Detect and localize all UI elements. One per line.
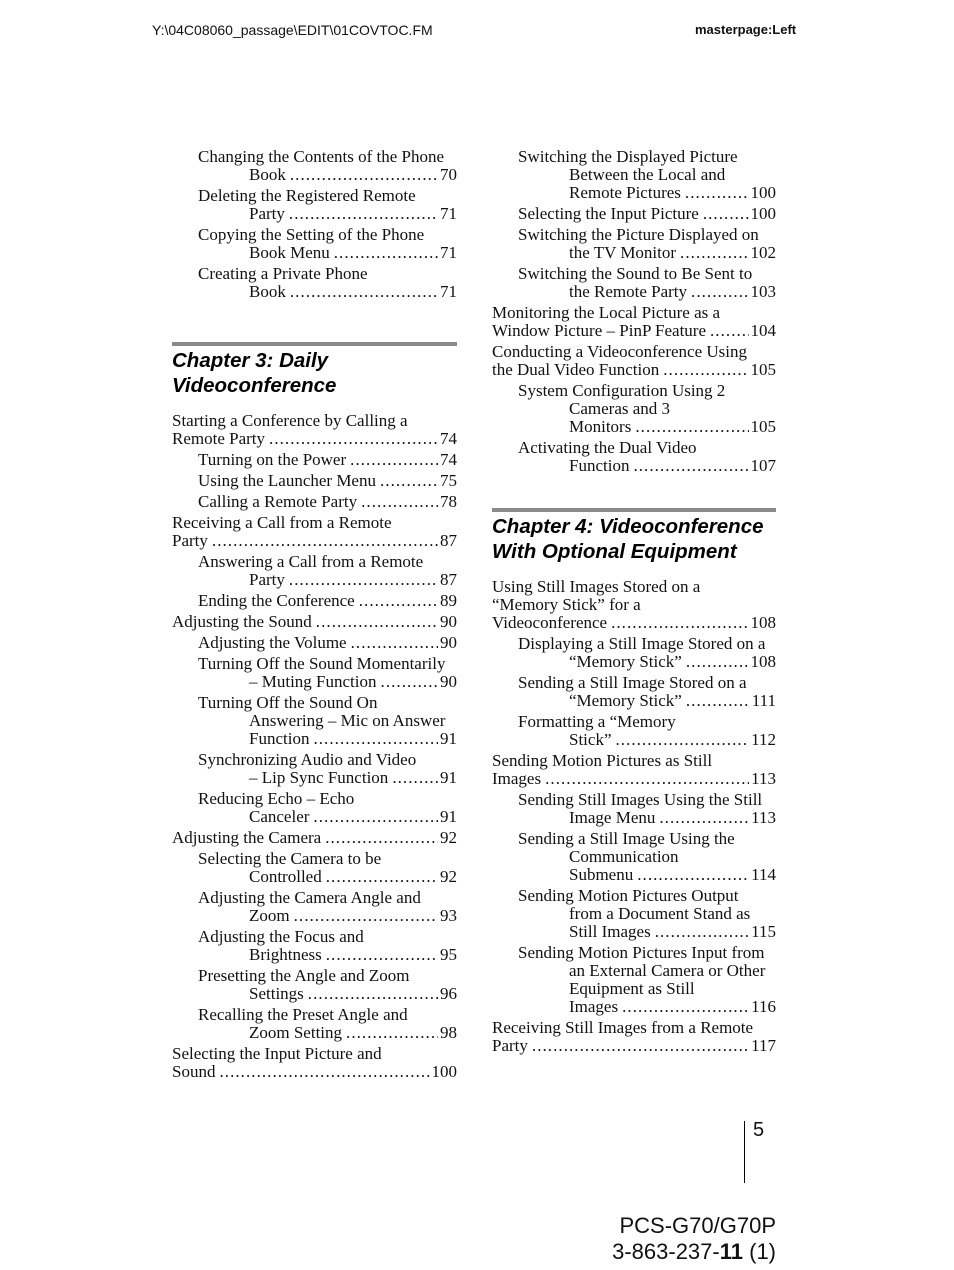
chapter-4-title-line1: Chapter 4: Videoconference	[492, 515, 764, 538]
toc-entry[interactable]	[172, 412, 457, 448]
toc-entry[interactable]	[172, 514, 457, 550]
toc-page-number: 117	[751, 1036, 776, 1055]
toc-entry-title-line: System Configuration Using 2	[518, 381, 726, 400]
toc-entry-title: Party	[249, 570, 285, 589]
dot-leader	[289, 205, 438, 223]
dot-leader	[616, 731, 750, 749]
toc-entry[interactable]	[518, 830, 776, 884]
toc-page-number: 104	[750, 321, 776, 340]
toc-entry-title-line: Reducing Echo – Echo	[198, 789, 355, 808]
toc-entry-title: Image Menu	[569, 808, 656, 827]
toc-entry-title: the TV Monitor	[569, 243, 677, 262]
toc-entry-title: Submenu	[569, 865, 634, 884]
toc-entry-title: Stick”	[569, 730, 612, 749]
toc-entry-title-line: Sending Still Images Using the Still	[518, 790, 763, 809]
toc-entry-title-line: Switching the Picture Displayed on	[518, 225, 759, 244]
toc-entry-title: – Muting Function	[249, 672, 377, 691]
dot-leader	[691, 283, 748, 301]
toc-entry-leader-line	[569, 457, 776, 475]
toc-entry-leader-line	[569, 998, 776, 1016]
toc-entry-title-line: Receiving Still Images from a Remote	[492, 1018, 754, 1037]
toc-entry[interactable]	[492, 1019, 776, 1055]
model-block	[612, 1213, 776, 1265]
toc-entry-title: “Memory Stick”	[569, 691, 682, 710]
toc-entry-title-line: Cameras and 3	[569, 399, 671, 418]
toc-entry[interactable]	[198, 967, 457, 1003]
toc-page-number: 70	[440, 165, 457, 184]
toc-entry-title: Party	[172, 531, 208, 550]
chapter-3-heading	[172, 342, 457, 398]
toc-entry-leader-line	[569, 244, 776, 262]
toc-entry[interactable]	[518, 226, 776, 262]
toc-page-number: 116	[751, 997, 776, 1016]
toc-entry[interactable]	[198, 655, 457, 691]
toc-page-number: 71	[440, 204, 457, 223]
toc-entry-title: Ending the Conference	[198, 591, 355, 610]
toc-entry[interactable]	[198, 751, 457, 787]
toc-left-top-entries	[172, 148, 457, 301]
dot-leader	[611, 614, 748, 632]
toc-entry-leader-line	[569, 418, 776, 436]
toc-entry-title: Turning on the Power	[198, 450, 347, 469]
toc-entry-title-line: Recalling the Preset Angle and	[198, 1005, 408, 1024]
toc-entry[interactable]	[198, 850, 457, 886]
toc-entry-leader-line	[518, 205, 776, 223]
document-code-suffix: (1)	[743, 1239, 776, 1264]
file-path-header: Y:\04C08060_passage\EDIT\01COVTOC.FM	[152, 22, 433, 38]
chapter-3-entries	[172, 412, 457, 1081]
dot-leader	[622, 998, 749, 1016]
toc-entry-title: Selecting the Input Picture	[518, 204, 699, 223]
dot-leader	[290, 283, 438, 301]
dot-leader	[392, 769, 438, 787]
toc-entry[interactable]	[172, 613, 457, 631]
toc-entry-leader-line	[492, 361, 776, 379]
toc-entry-leader-line	[492, 770, 776, 788]
toc-page-number: 102	[750, 243, 776, 262]
toc-entry-leader-line	[249, 730, 457, 748]
toc-entry[interactable]	[198, 187, 457, 223]
toc-entry-title-line: Deleting the Registered Remote	[198, 186, 416, 205]
toc-entry-leader-line	[569, 923, 776, 941]
toc-entry-title-line: Using Still Images Stored on a	[492, 577, 701, 596]
page-number-rule	[744, 1121, 745, 1183]
toc-entry[interactable]	[518, 205, 776, 223]
toc-entry-leader-line	[492, 1037, 776, 1055]
toc-entry-title-line: Communication	[569, 847, 679, 866]
toc-page-number: 98	[440, 1023, 457, 1042]
chapter-3-title-line2: Videoconference	[172, 374, 337, 397]
toc-entry[interactable]	[198, 790, 457, 826]
toc-page-number: 90	[440, 672, 457, 691]
dot-leader	[334, 244, 438, 262]
toc-entry-title-line: Selecting the Input Picture and	[172, 1044, 382, 1063]
document-code-bold: 11	[719, 1239, 743, 1264]
toc-page-number: 105	[750, 360, 776, 379]
document-code-prefix: 3-863-237-	[612, 1239, 720, 1264]
toc-page-number: 91	[440, 807, 457, 826]
toc-entry-leader-line	[249, 673, 457, 691]
toc-entry[interactable]	[518, 635, 776, 671]
dot-leader	[633, 457, 748, 475]
toc-entry-title: “Memory Stick”	[569, 652, 682, 671]
toc-entry-title: Adjusting the Volume	[198, 633, 347, 652]
toc-entry-title: Adjusting the Camera	[172, 828, 322, 847]
dot-leader	[655, 923, 749, 941]
toc-page-number: 115	[751, 922, 776, 941]
toc-entry-title-line: Answering – Mic on Answer	[249, 711, 446, 730]
toc-entry[interactable]	[198, 694, 457, 748]
toc-entry-leader-line	[249, 166, 457, 184]
dot-leader	[380, 472, 438, 490]
chapter-3-title-line1: Chapter 3: Daily	[172, 349, 329, 372]
toc-page-number: 89	[440, 591, 457, 610]
toc-entry-title: Remote Pictures	[569, 183, 681, 202]
toc-entry[interactable]	[492, 752, 776, 788]
dot-leader	[680, 244, 748, 262]
toc-entry-title: Images	[569, 997, 619, 1016]
toc-entry-leader-line	[492, 614, 776, 632]
toc-page-number: 92	[440, 828, 457, 847]
toc-entry-title: the Dual Video Function	[492, 360, 660, 379]
toc-entry-leader-line	[569, 283, 776, 301]
toc-entry-leader-line	[249, 283, 457, 301]
toc-entry[interactable]	[492, 343, 776, 379]
toc-entry-title: Adjusting the Sound	[172, 612, 312, 631]
toc-entry[interactable]	[198, 553, 457, 589]
toc-entry-title-line: an External Camera or Other	[569, 961, 766, 980]
dot-leader	[308, 985, 438, 1003]
dot-leader	[637, 866, 749, 884]
toc-entry[interactable]	[518, 887, 776, 941]
toc-page-number: 91	[440, 729, 457, 748]
toc-entry-leader-line	[249, 205, 457, 223]
toc-page-number: 111	[751, 691, 776, 710]
dot-leader	[325, 829, 438, 847]
toc-entry-leader-line	[172, 532, 457, 550]
toc-entry-title: Zoom Setting	[249, 1023, 343, 1042]
dot-leader	[381, 673, 438, 691]
toc-entry-title-line: Answering a Call from a Remote	[198, 552, 424, 571]
toc-page-number: 90	[440, 633, 457, 652]
chapter-4-entries	[492, 578, 776, 1055]
toc-page-number: 91	[440, 768, 457, 787]
toc-entry-leader-line	[569, 731, 776, 749]
toc-entry-leader-line	[569, 866, 776, 884]
toc-entry[interactable]	[198, 472, 457, 490]
toc-entry-title-line: Conducting a Videoconference Using	[492, 342, 748, 361]
toc-entry-leader-line	[569, 809, 776, 827]
dot-leader	[326, 868, 438, 886]
toc-entry-leader-line	[249, 571, 457, 589]
dot-leader	[635, 418, 748, 436]
toc-entry-title: – Lip Sync Function	[249, 768, 389, 787]
toc-entry[interactable]	[198, 226, 457, 262]
toc-entry-title: Party	[492, 1036, 528, 1055]
toc-entry-title: Book	[249, 282, 286, 301]
toc-entry-leader-line	[249, 244, 457, 262]
toc-entry[interactable]	[518, 674, 776, 710]
toc-entry-title: Sound	[172, 1062, 216, 1081]
toc-entry[interactable]	[198, 928, 457, 964]
toc-entry-title: Remote Party	[172, 429, 266, 448]
toc-entry[interactable]	[518, 382, 776, 436]
toc-entry[interactable]	[518, 265, 776, 301]
toc-entry[interactable]	[172, 1045, 457, 1081]
toc-entry-title-line: Activating the Dual Video	[518, 438, 697, 457]
toc-right-column	[492, 148, 776, 1058]
toc-page-number: 105	[750, 417, 776, 436]
toc-entry-title: Calling a Remote Party	[198, 492, 358, 511]
dot-leader	[361, 493, 438, 511]
toc-entry-title: Party	[249, 204, 285, 223]
toc-right-top-entries	[492, 148, 776, 475]
toc-page-number: 108	[750, 652, 776, 671]
dot-leader	[359, 592, 438, 610]
toc-entry-title: Monitors	[569, 417, 632, 436]
dot-leader	[346, 1024, 438, 1042]
toc-page-number: 75	[440, 471, 457, 490]
toc-entry-title-line: Selecting the Camera to be	[198, 849, 382, 868]
toc-entry-title: Zoom	[249, 906, 290, 925]
dot-leader	[294, 907, 438, 925]
toc-entry-title: the Remote Party	[569, 282, 688, 301]
toc-page-number: 103	[750, 282, 776, 301]
toc-entry-title-line: Monitoring the Local Picture as a	[492, 303, 721, 322]
dot-leader	[710, 322, 749, 340]
toc-page-number: 93	[440, 906, 457, 925]
toc-page-number: 100	[750, 183, 776, 202]
toc-entry[interactable]	[492, 578, 776, 632]
toc-entry[interactable]	[518, 439, 776, 475]
toc-entry-leader-line	[172, 829, 457, 847]
toc-entry[interactable]	[198, 1006, 457, 1042]
toc-entry-title-line: Sending a Still Image Using the	[518, 829, 735, 848]
dot-leader	[686, 653, 749, 671]
chapter-4-heading	[492, 508, 776, 564]
dot-leader	[212, 532, 438, 550]
page-number: 5	[753, 1119, 765, 1141]
toc-entry[interactable]	[198, 889, 457, 925]
dot-leader	[663, 361, 748, 379]
toc-entry-title: Window Picture – PinP Feature	[492, 321, 706, 340]
toc-left-column	[172, 148, 457, 1084]
toc-entry-title-line: Turning Off the Sound On	[198, 693, 378, 712]
toc-page-number: 74	[440, 429, 457, 448]
toc-entry-title-line: Switching the Displayed Picture	[518, 147, 738, 166]
toc-page-number: 95	[440, 945, 457, 964]
toc-entry-title: Function	[569, 456, 630, 475]
dot-leader	[545, 770, 749, 788]
toc-page-number: 90	[440, 612, 457, 631]
toc-entry[interactable]	[518, 713, 776, 749]
dot-leader	[289, 571, 438, 589]
toc-entry-title: Book	[249, 165, 286, 184]
toc-entry-title-line: “Memory Stick” for a	[492, 595, 641, 614]
toc-entry-title-line: Equipment as Still	[569, 979, 695, 998]
toc-entry-leader-line	[249, 907, 457, 925]
toc-entry[interactable]	[492, 304, 776, 340]
toc-page-number: 108	[750, 613, 776, 632]
toc-entry-leader-line	[249, 868, 457, 886]
toc-entry-title: Images	[492, 769, 542, 788]
dot-leader	[703, 205, 749, 223]
toc-entry-leader-line	[569, 653, 776, 671]
toc-entry-title-line: Receiving a Call from a Remote	[172, 513, 392, 532]
toc-entry-leader-line	[249, 1024, 457, 1042]
toc-entry[interactable]	[198, 265, 457, 301]
toc-entry-title-line: Adjusting the Focus and	[198, 927, 364, 946]
toc-entry-leader-line	[198, 592, 457, 610]
dot-leader	[532, 1037, 749, 1055]
toc-entry-title-line: Formatting a “Memory	[518, 712, 676, 731]
toc-entry[interactable]	[518, 791, 776, 827]
dot-leader	[350, 451, 438, 469]
toc-entry-leader-line	[249, 769, 457, 787]
toc-page-number: 112	[751, 730, 776, 749]
dot-leader	[686, 692, 750, 710]
toc-entry-title: Settings	[249, 984, 304, 1003]
toc-entry-title: Using the Launcher Menu	[198, 471, 376, 490]
toc-entry-leader-line	[198, 493, 457, 511]
toc-page-number: 114	[751, 865, 776, 884]
toc-entry-leader-line	[249, 985, 457, 1003]
toc-entry-title-line: Starting a Conference by Calling a	[172, 411, 408, 430]
toc-entry-leader-line	[198, 634, 457, 652]
toc-entry-title-line: Creating a Private Phone	[198, 264, 368, 283]
dot-leader	[685, 184, 749, 202]
toc-entry-title: Canceler	[249, 807, 310, 826]
chapter-4-title-line2: With Optional Equipment	[492, 540, 737, 563]
toc-page-number: 92	[440, 867, 457, 886]
toc-entry-leader-line	[249, 808, 457, 826]
dot-leader	[659, 809, 749, 827]
toc-entry-leader-line	[172, 613, 457, 631]
toc-entry[interactable]	[198, 451, 457, 469]
toc-entry-title-line: Switching the Sound to Be Sent to	[518, 264, 753, 283]
toc-entry[interactable]	[172, 829, 457, 847]
masterpage-label: masterpage:Left	[695, 22, 797, 37]
toc-entry-title: Function	[249, 729, 310, 748]
toc-entry-title-line: Sending a Still Image Stored on a	[518, 673, 747, 692]
toc-entry-leader-line	[492, 322, 776, 340]
toc-entry-title-line: Changing the Contents of the Phone	[198, 147, 445, 166]
toc-page-number: 78	[440, 492, 457, 511]
toc-entry-title-line: Turning Off the Sound Momentarily	[198, 654, 446, 673]
dot-leader	[326, 946, 438, 964]
toc-entry-leader-line	[172, 430, 457, 448]
toc-page-number: 87	[440, 531, 457, 550]
toc-page-number: 100	[431, 1062, 457, 1081]
toc-entry-title-line: from a Document Stand as	[569, 904, 751, 923]
toc-entry-title-line: Sending Motion Pictures Input from	[518, 943, 765, 962]
toc-entry-title: Book Menu	[249, 243, 330, 262]
toc-entry-title-line: Sending Motion Pictures Output	[518, 886, 739, 905]
toc-entry[interactable]	[198, 148, 457, 184]
toc-entry[interactable]	[198, 634, 457, 652]
toc-entry-title: Videoconference	[492, 613, 608, 632]
toc-page-number: 87	[440, 570, 457, 589]
toc-page-number: 71	[440, 243, 457, 262]
dot-leader	[316, 613, 438, 631]
toc-page-number: 74	[440, 450, 457, 469]
toc-page-number: 96	[440, 984, 457, 1003]
toc-entry[interactable]	[518, 148, 776, 202]
toc-entry[interactable]	[198, 493, 457, 511]
toc-entry-title: Controlled	[249, 867, 322, 886]
toc-entry-leader-line	[569, 184, 776, 202]
dot-leader	[313, 730, 438, 748]
toc-entry-title-line: Synchronizing Audio and Video	[198, 750, 417, 769]
dot-leader	[269, 430, 438, 448]
toc-page-number: 113	[751, 769, 776, 788]
toc-entry-title-line: Between the Local and	[569, 165, 726, 184]
toc-entry-title-line: Presetting the Angle and Zoom	[198, 966, 410, 985]
toc-entry-title-line: Adjusting the Camera Angle and	[198, 888, 421, 907]
toc-entry-title-line: Sending Motion Pictures as Still	[492, 751, 713, 770]
dot-leader	[219, 1063, 429, 1081]
toc-entry-title-line: Displaying a Still Image Stored on a	[518, 634, 766, 653]
toc-page-number: 113	[751, 808, 776, 827]
toc-entry[interactable]	[198, 592, 457, 610]
document-code	[612, 1239, 776, 1265]
dot-leader	[290, 166, 438, 184]
toc-entry-leader-line	[198, 451, 457, 469]
toc-page-number: 107	[750, 456, 776, 475]
toc-entry[interactable]	[518, 944, 776, 1016]
toc-entry-leader-line	[569, 692, 776, 710]
dot-leader	[313, 808, 438, 826]
model-name: PCS-G70/G70P	[619, 1213, 776, 1238]
toc-entry-title: Brightness	[249, 945, 322, 964]
toc-entry-title-line: Copying the Setting of the Phone	[198, 225, 425, 244]
toc-entry-leader-line	[172, 1063, 457, 1081]
toc-page-number: 100	[750, 204, 776, 223]
dot-leader	[351, 634, 438, 652]
toc-entry-leader-line	[198, 472, 457, 490]
toc-entry-title: Still Images	[569, 922, 651, 941]
toc-page-number: 71	[440, 282, 457, 301]
toc-entry-leader-line	[249, 946, 457, 964]
